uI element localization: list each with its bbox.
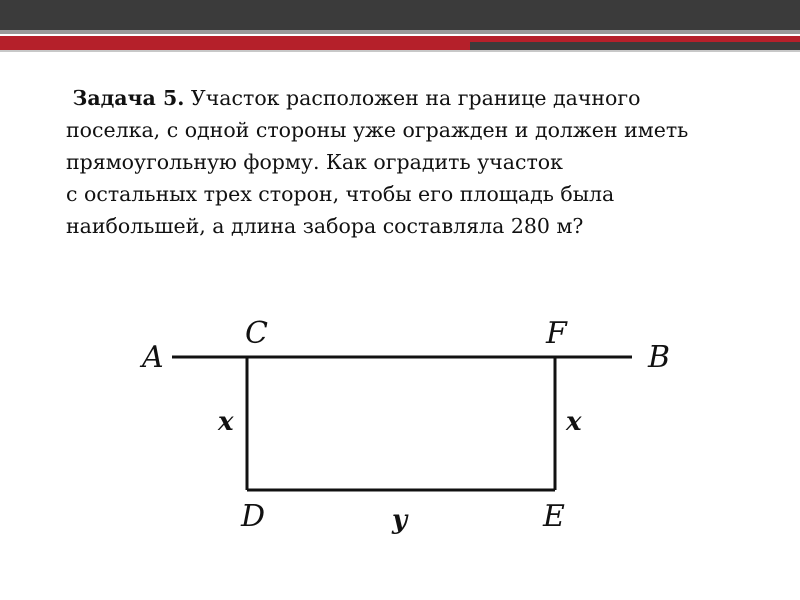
point-label-c: C: [245, 316, 268, 351]
side-label-bottom: y: [392, 505, 408, 535]
point-label-a: A: [142, 340, 164, 375]
point-label-b: B: [648, 340, 671, 375]
side-label-right: x: [566, 407, 582, 437]
task-title: Задача 5.: [72, 86, 185, 110]
point-label-d: D: [241, 499, 266, 534]
task-line-2: поселка, с одной стороны уже огражден и должен иметь: [66, 118, 689, 142]
point-label-f: F: [546, 316, 567, 351]
task-line-3: прямоугольную форму. Как оградить участок: [66, 150, 563, 174]
side-label-left: x: [218, 407, 234, 437]
point-label-e: E: [543, 499, 565, 534]
task-line-1-text: Участок расположен на границе дачного: [190, 86, 641, 110]
task-line-4: с остальных трех сторон, чтобы его площадь была: [66, 182, 615, 206]
task-line-5: наибольшей, а длина забора составляла 280 м?: [66, 214, 584, 238]
